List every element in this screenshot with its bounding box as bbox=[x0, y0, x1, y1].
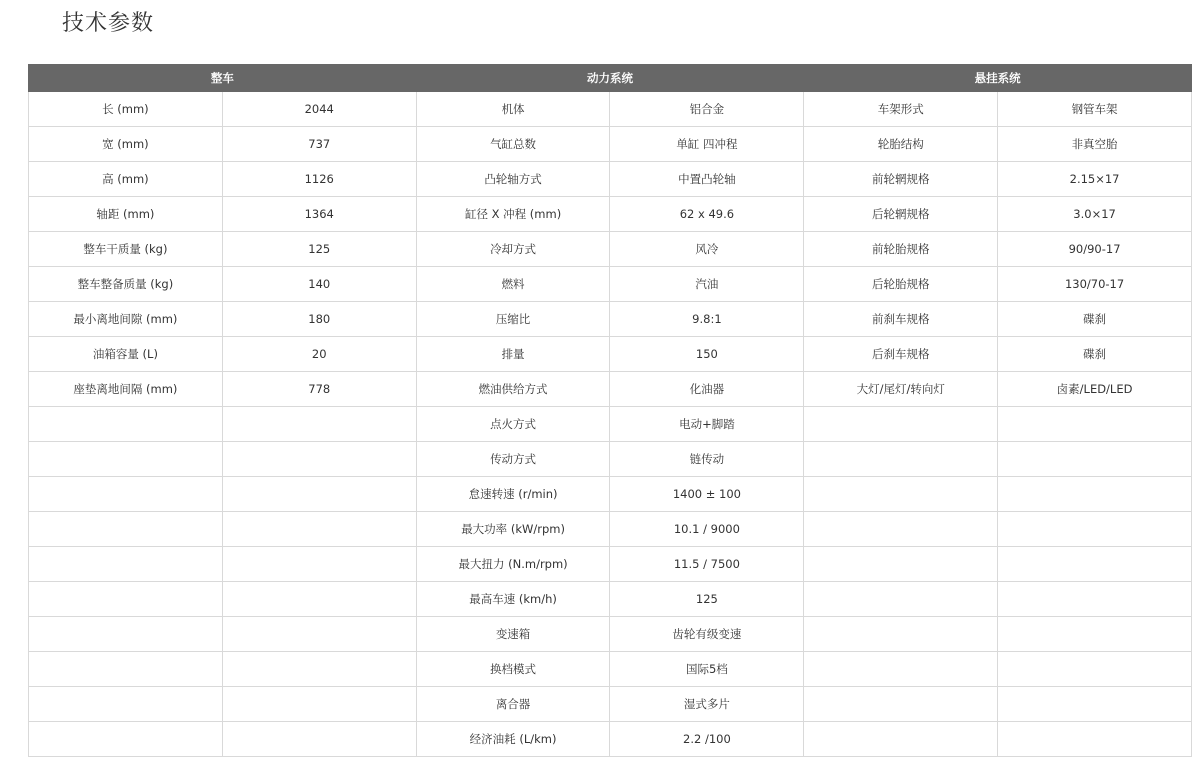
powertrain-value-cell: 汽油 bbox=[610, 267, 804, 302]
powertrain-value-cell: 11.5 / 7500 bbox=[610, 547, 804, 582]
table-row bbox=[29, 92, 1192, 127]
vehicle-value-cell: 20 bbox=[222, 337, 416, 372]
table-row bbox=[29, 442, 1192, 477]
vehicle-param-cell bbox=[29, 722, 223, 757]
table-row bbox=[29, 722, 1192, 757]
header-vehicle: 整车 bbox=[29, 65, 417, 92]
table-row bbox=[29, 162, 1192, 197]
table-header-row bbox=[29, 65, 1192, 92]
vehicle-value-cell bbox=[222, 687, 416, 722]
powertrain-value-cell: 10.1 / 9000 bbox=[610, 512, 804, 547]
powertrain-param-cell: 变速箱 bbox=[416, 617, 610, 652]
powertrain-param-cell: 凸轮轴方式 bbox=[416, 162, 610, 197]
vehicle-param-cell: 轴距 (mm) bbox=[29, 197, 223, 232]
suspension-param-cell: 前刹车规格 bbox=[804, 302, 998, 337]
vehicle-param-cell: 整车干质量 (kg) bbox=[29, 232, 223, 267]
header-powertrain: 动力系统 bbox=[416, 65, 804, 92]
table-row bbox=[29, 337, 1192, 372]
vehicle-param-cell bbox=[29, 582, 223, 617]
vehicle-value-cell: 778 bbox=[222, 372, 416, 407]
suspension-value-cell bbox=[998, 582, 1192, 617]
vehicle-param-cell: 油箱容量 (L) bbox=[29, 337, 223, 372]
powertrain-value-cell: 链传动 bbox=[610, 442, 804, 477]
powertrain-param-cell: 燃料 bbox=[416, 267, 610, 302]
powertrain-param-cell: 排量 bbox=[416, 337, 610, 372]
suspension-param-cell: 前轮胎规格 bbox=[804, 232, 998, 267]
suspension-param-cell bbox=[804, 477, 998, 512]
page-title: 技术参数 bbox=[62, 11, 155, 36]
powertrain-param-cell: 气缸总数 bbox=[416, 127, 610, 162]
header-suspension: 悬挂系统 bbox=[804, 65, 1192, 92]
suspension-value-cell: 90/90-17 bbox=[998, 232, 1192, 267]
vehicle-param-cell bbox=[29, 442, 223, 477]
vehicle-param-cell bbox=[29, 687, 223, 722]
suspension-value-cell bbox=[998, 687, 1192, 722]
powertrain-value-cell: 齿轮有级变速 bbox=[610, 617, 804, 652]
suspension-param-cell bbox=[804, 442, 998, 477]
powertrain-value-cell: 62 x 49.6 bbox=[610, 197, 804, 232]
suspension-value-cell bbox=[998, 442, 1192, 477]
suspension-param-cell: 大灯/尾灯/转向灯 bbox=[804, 372, 998, 407]
powertrain-param-cell: 最大扭力 (N.m/rpm) bbox=[416, 547, 610, 582]
suspension-value-cell bbox=[998, 512, 1192, 547]
suspension-value-cell: 碟刹 bbox=[998, 302, 1192, 337]
suspension-value-cell: 3.0×17 bbox=[998, 197, 1192, 232]
suspension-value-cell: 钢管车架 bbox=[998, 92, 1192, 127]
vehicle-param-cell bbox=[29, 477, 223, 512]
suspension-param-cell bbox=[804, 617, 998, 652]
table-row bbox=[29, 687, 1192, 722]
powertrain-value-cell: 铝合金 bbox=[610, 92, 804, 127]
vehicle-value-cell bbox=[222, 582, 416, 617]
suspension-value-cell bbox=[998, 722, 1192, 757]
powertrain-param-cell: 最大功率 (kW/rpm) bbox=[416, 512, 610, 547]
vehicle-value-cell bbox=[222, 652, 416, 687]
vehicle-param-cell: 长 (mm) bbox=[29, 92, 223, 127]
vehicle-param-cell bbox=[29, 652, 223, 687]
table-row bbox=[29, 582, 1192, 617]
suspension-param-cell: 后刹车规格 bbox=[804, 337, 998, 372]
suspension-param-cell bbox=[804, 582, 998, 617]
suspension-param-cell bbox=[804, 722, 998, 757]
spec-table-body bbox=[29, 92, 1192, 757]
suspension-param-cell bbox=[804, 407, 998, 442]
suspension-param-cell: 车架形式 bbox=[804, 92, 998, 127]
vehicle-param-cell bbox=[29, 407, 223, 442]
powertrain-param-cell: 冷却方式 bbox=[416, 232, 610, 267]
powertrain-value-cell: 单缸 四冲程 bbox=[610, 127, 804, 162]
vehicle-param-cell: 高 (mm) bbox=[29, 162, 223, 197]
powertrain-value-cell: 化油器 bbox=[610, 372, 804, 407]
powertrain-param-cell: 缸径 X 冲程 (mm) bbox=[416, 197, 610, 232]
vehicle-param-cell: 座垫离地间隔 (mm) bbox=[29, 372, 223, 407]
suspension-value-cell bbox=[998, 477, 1192, 512]
vehicle-value-cell: 180 bbox=[222, 302, 416, 337]
suspension-value-cell bbox=[998, 617, 1192, 652]
vehicle-value-cell: 2044 bbox=[222, 92, 416, 127]
vehicle-param-cell: 整车整备质量 (kg) bbox=[29, 267, 223, 302]
powertrain-param-cell: 传动方式 bbox=[416, 442, 610, 477]
suspension-value-cell: 碟刹 bbox=[998, 337, 1192, 372]
powertrain-value-cell: 2.2 /100 bbox=[610, 722, 804, 757]
powertrain-param-cell: 怠速转速 (r/min) bbox=[416, 477, 610, 512]
powertrain-value-cell: 电动+脚踏 bbox=[610, 407, 804, 442]
vehicle-param-cell bbox=[29, 547, 223, 582]
vehicle-param-cell bbox=[29, 512, 223, 547]
vehicle-value-cell: 140 bbox=[222, 267, 416, 302]
vehicle-value-cell bbox=[222, 547, 416, 582]
powertrain-param-cell: 点火方式 bbox=[416, 407, 610, 442]
table-row bbox=[29, 197, 1192, 232]
suspension-param-cell bbox=[804, 547, 998, 582]
suspension-param-cell: 后轮胎规格 bbox=[804, 267, 998, 302]
vehicle-value-cell bbox=[222, 477, 416, 512]
suspension-param-cell: 前轮辋规格 bbox=[804, 162, 998, 197]
table-row bbox=[29, 232, 1192, 267]
spec-table bbox=[28, 64, 1192, 757]
suspension-value-cell: 2.15×17 bbox=[998, 162, 1192, 197]
vehicle-param-cell bbox=[29, 617, 223, 652]
powertrain-value-cell: 1400 ± 100 bbox=[610, 477, 804, 512]
suspension-value-cell bbox=[998, 407, 1192, 442]
vehicle-value-cell bbox=[222, 442, 416, 477]
table-row bbox=[29, 617, 1192, 652]
suspension-value-cell: 130/70-17 bbox=[998, 267, 1192, 302]
vehicle-value-cell bbox=[222, 617, 416, 652]
powertrain-value-cell: 国际5档 bbox=[610, 652, 804, 687]
suspension-param-cell: 轮胎结构 bbox=[804, 127, 998, 162]
table-row bbox=[29, 372, 1192, 407]
table-row bbox=[29, 302, 1192, 337]
table-row bbox=[29, 407, 1192, 442]
powertrain-param-cell: 机体 bbox=[416, 92, 610, 127]
suspension-value-cell: 卤素/LED/LED bbox=[998, 372, 1192, 407]
table-row bbox=[29, 652, 1192, 687]
table-row bbox=[29, 127, 1192, 162]
suspension-param-cell: 后轮辋规格 bbox=[804, 197, 998, 232]
vehicle-param-cell: 最小离地间隙 (mm) bbox=[29, 302, 223, 337]
powertrain-value-cell: 风冷 bbox=[610, 232, 804, 267]
vehicle-value-cell: 125 bbox=[222, 232, 416, 267]
vehicle-value-cell: 1364 bbox=[222, 197, 416, 232]
table-row bbox=[29, 512, 1192, 547]
suspension-value-cell bbox=[998, 547, 1192, 582]
suspension-param-cell bbox=[804, 512, 998, 547]
powertrain-value-cell: 125 bbox=[610, 582, 804, 617]
vehicle-value-cell bbox=[222, 722, 416, 757]
powertrain-param-cell: 最高车速 (km/h) bbox=[416, 582, 610, 617]
suspension-value-cell: 非真空胎 bbox=[998, 127, 1192, 162]
table-row bbox=[29, 547, 1192, 582]
suspension-value-cell bbox=[998, 652, 1192, 687]
suspension-param-cell bbox=[804, 652, 998, 687]
powertrain-param-cell: 压缩比 bbox=[416, 302, 610, 337]
vehicle-value-cell: 1126 bbox=[222, 162, 416, 197]
powertrain-param-cell: 离合器 bbox=[416, 687, 610, 722]
powertrain-param-cell: 燃油供给方式 bbox=[416, 372, 610, 407]
powertrain-param-cell: 经济油耗 (L/km) bbox=[416, 722, 610, 757]
powertrain-value-cell: 湿式多片 bbox=[610, 687, 804, 722]
table-row bbox=[29, 477, 1192, 512]
table-row bbox=[29, 267, 1192, 302]
vehicle-param-cell: 宽 (mm) bbox=[29, 127, 223, 162]
vehicle-value-cell: 737 bbox=[222, 127, 416, 162]
powertrain-param-cell: 换档模式 bbox=[416, 652, 610, 687]
vehicle-value-cell bbox=[222, 407, 416, 442]
vehicle-value-cell bbox=[222, 512, 416, 547]
powertrain-value-cell: 9.8:1 bbox=[610, 302, 804, 337]
powertrain-value-cell: 150 bbox=[610, 337, 804, 372]
powertrain-value-cell: 中置凸轮轴 bbox=[610, 162, 804, 197]
suspension-param-cell bbox=[804, 687, 998, 722]
